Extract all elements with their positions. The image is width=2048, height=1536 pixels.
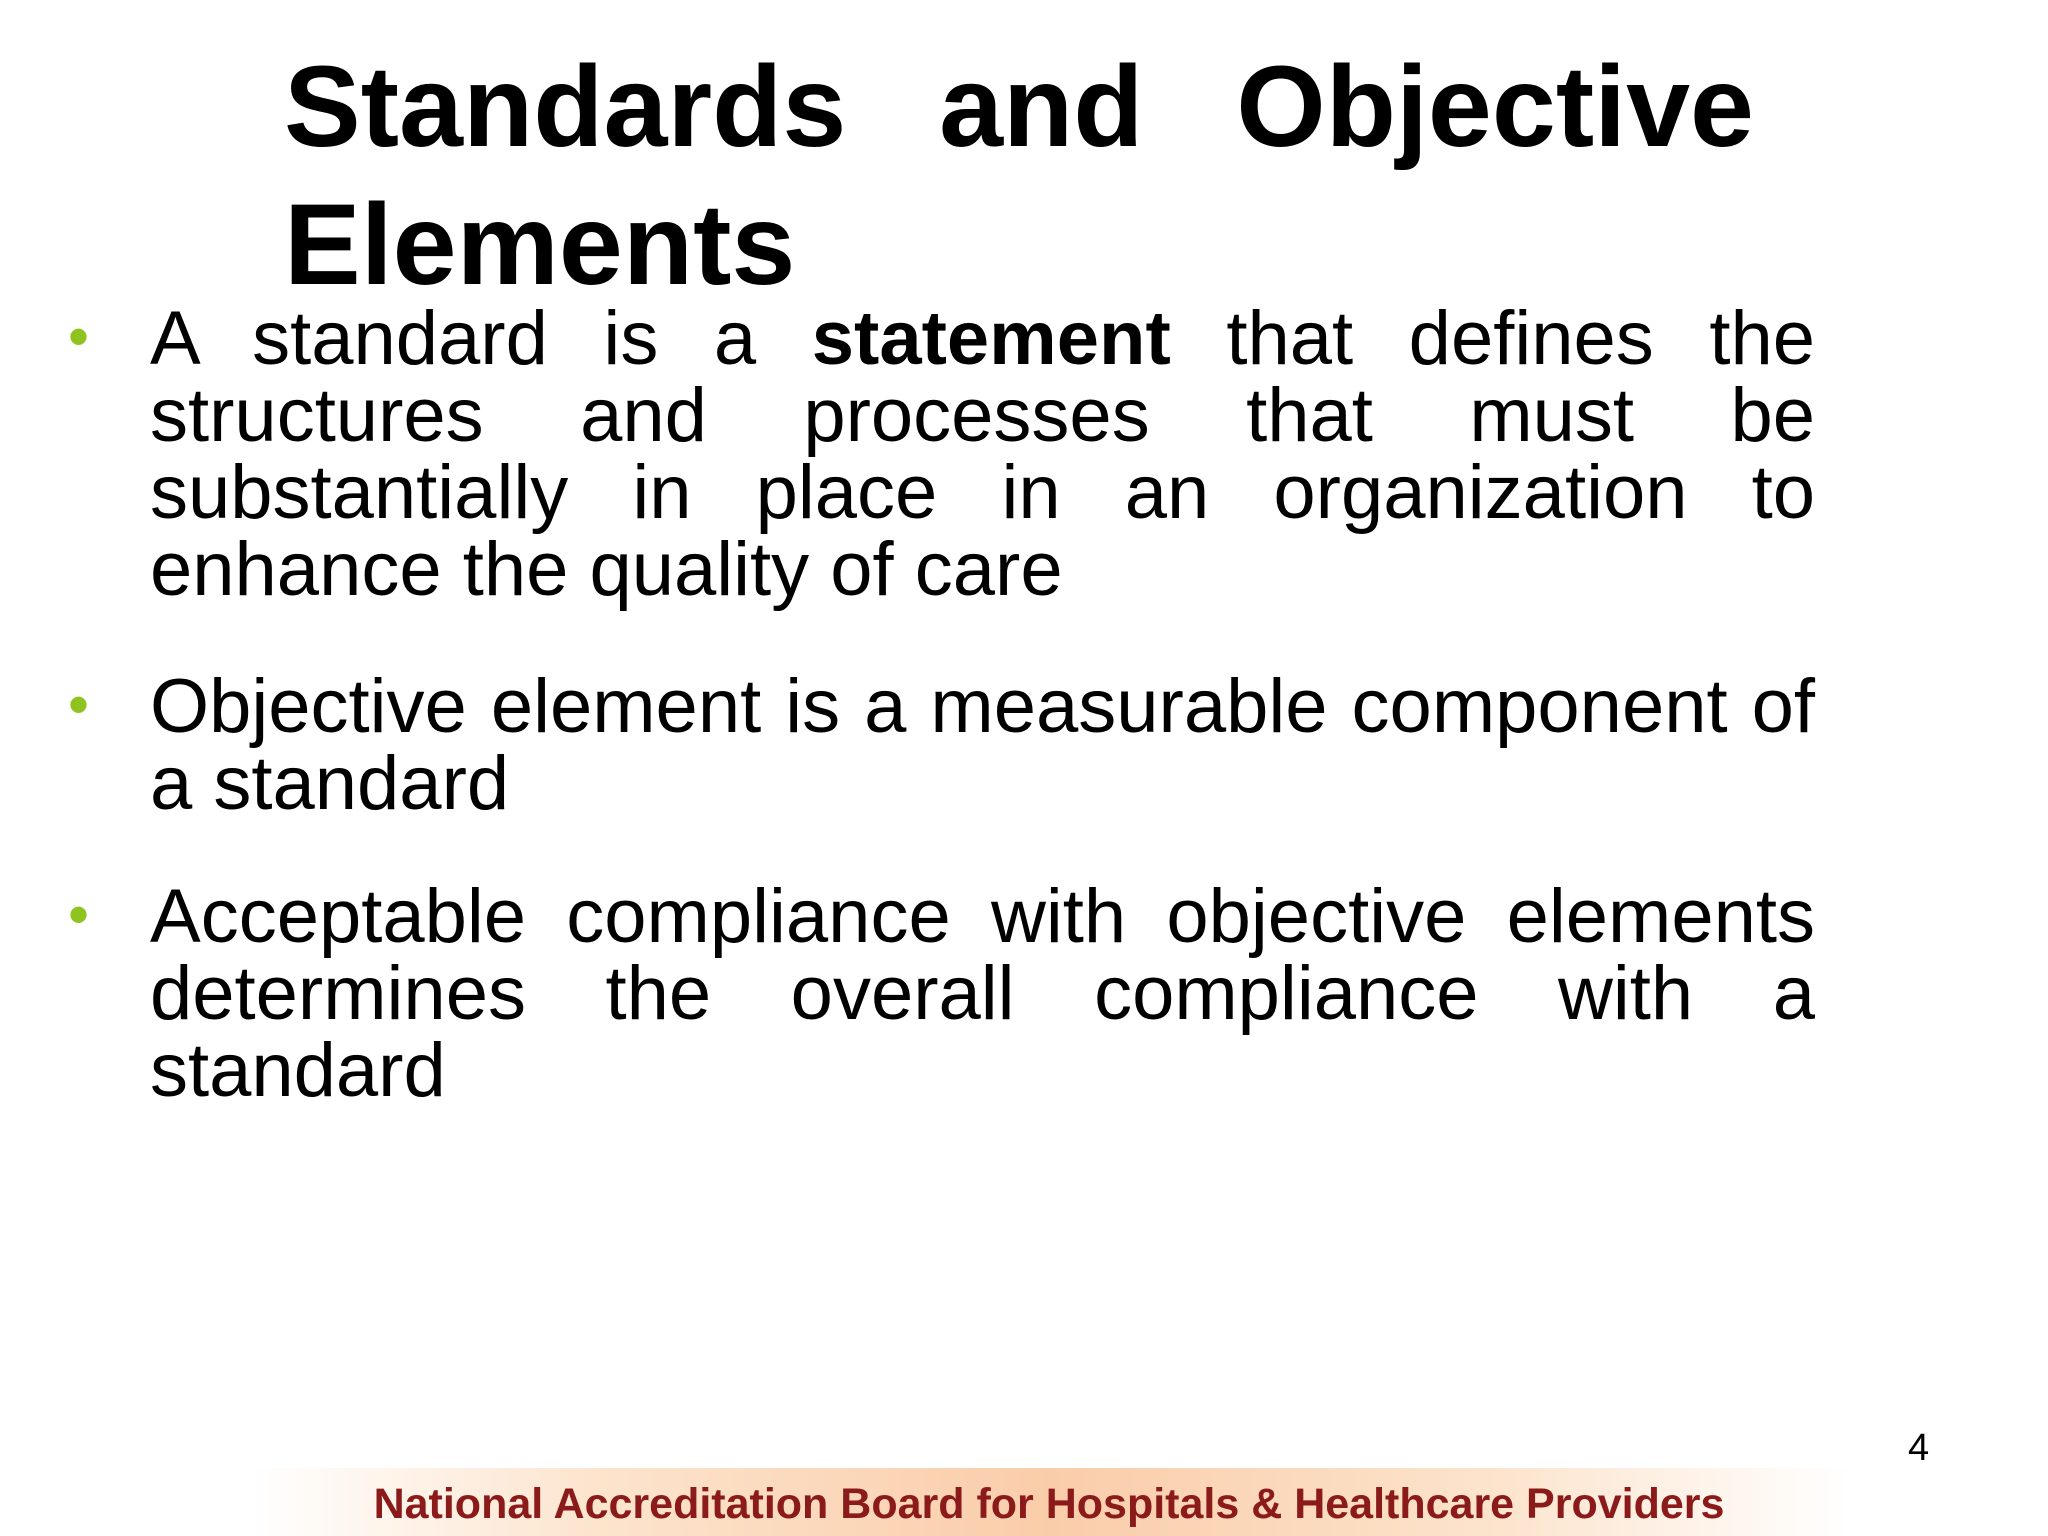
bullet-emphasis: statement — [811, 296, 1171, 381]
bullet-item-standard-definition — [68, 296, 1815, 612]
footer-organization-name: National Accreditation Board for Hospitals & Healthcare Providers — [373, 1480, 1725, 1528]
bullet-dot-icon: • — [68, 881, 90, 948]
bullet-text-before: A standard is a — [150, 296, 812, 381]
bullet-item-objective-element — [68, 664, 1815, 826]
bullet-dot-icon: • — [68, 303, 90, 370]
page-number: 4 — [1908, 1427, 1930, 1469]
bullet-item-acceptable-compliance — [68, 874, 1815, 1113]
slide-title: Standards and Objective Elements — [284, 43, 1754, 309]
bullet-text: Objective element is a measurable component of a standard — [150, 664, 1815, 826]
bullet-text-after: that defines the structures and processes that must be substantially in place in an organization to enhance the quality of care — [150, 296, 1815, 612]
bullet-dot-icon: • — [68, 671, 90, 738]
bullet-text: Acceptable compliance with objective elements determines the overall compliance with a standard — [150, 874, 1815, 1113]
